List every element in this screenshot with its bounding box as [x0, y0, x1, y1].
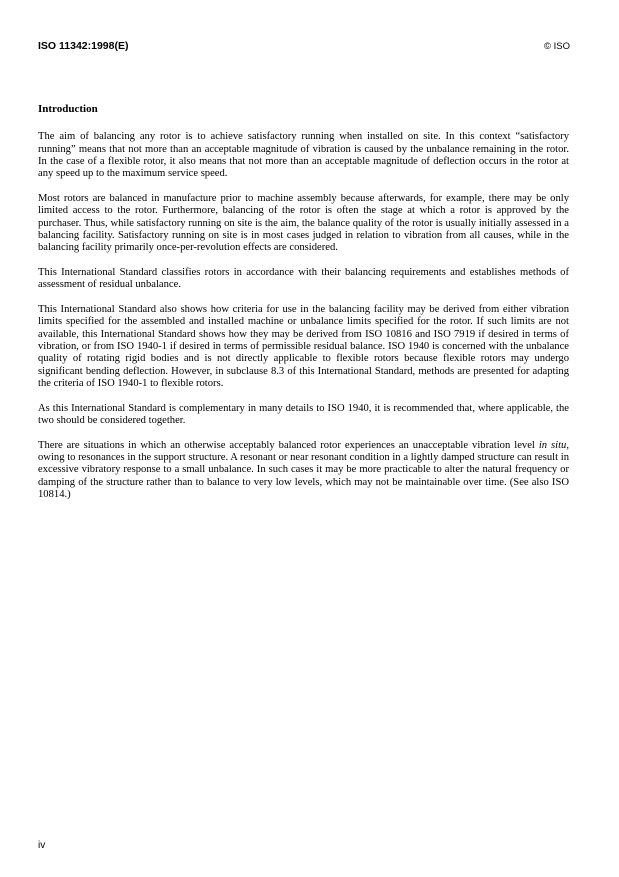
- copyright-notice: © ISO: [543, 41, 570, 52]
- paragraph-6: [38, 440, 569, 501]
- paragraph-6-start: There are situations in which an otherwise acceptably balanced rotor experiences an unacceptable vibration level: [38, 439, 539, 451]
- paragraph-1: The aim of balancing any rotor is to achieve satisfactory running when installed on site. In this context “satisfactory running” means that not more than an acceptable magnitude of vibration is caused by the unbalance remaining in the rotor. In the case of a flexible rotor, it also means that not more than an acceptable magnitude of deflection occurs in the rotor at any speed up to the maximum service speed.: [38, 131, 569, 180]
- page-number: iv: [38, 840, 46, 851]
- paragraph-2: Most rotors are balanced in manufacture prior to machine assembly because afterwards, for example, there may be only limited access to the rotor. Furthermore, balancing of the rotor is often the stage at which a rotor is approved by the purchaser. Thus, while satisfactory running on site is the aim, the balance quality of the rotor is usually initially assessed in a balancing facility. Satisfactory running on site is in most cases judged in relation to vibration from all causes, while in the balancing facility primarily once-per-revolution effects are considered.: [38, 192, 569, 254]
- paragraph-5: As this International Standard is complementary in many details to ISO 1940, it is recommended that, where applicable, the two should be considered together.: [38, 402, 569, 426]
- paragraph-6-end: , owing to resonances in the support structure. A resonant or near resonant condition in a lightly damped structure can result in excessive vibratory response to a small unbalance. In such cases it may be more practicable to alter the natural frequency or damping of the structure rather than to balance to very low levels, which may not be maintainable over time. (See also ISO 10814.): [38, 439, 569, 500]
- paragraph-4: This International Standard also shows how criteria for use in the balancing facility may be derived from either vibration limits specified for the assembled and installed machine or unbalance limits specified for the rotor. If such limits are not available, this International Standard shows how they may be derived from ISO 10816 and ISO 7919 if desired in terms of vibration, or from ISO 1940-1 if desired in terms of permissible residual balance. ISO 1940 is concerned with the unbalance quality of rotating rigid bodies and is not directly applicable to flexible rotors because flexible rotors may undergo significant bending deflection. However, in subclause 8.3 of this International Standard, methods are presented for adapting the criteria of ISO 1940-1 to flexible rotors.: [38, 304, 569, 389]
- section-title: Introduction: [38, 103, 98, 115]
- document-id: ISO 11342:1998(E): [38, 40, 129, 52]
- main-content: [38, 103, 569, 514]
- paragraph-3: This International Standard classifies rotors in accordance with their balancing requirements and establishes methods of assessment of residual unbalance.: [38, 266, 569, 291]
- paragraph-6-italic: in situ: [538, 439, 567, 451]
